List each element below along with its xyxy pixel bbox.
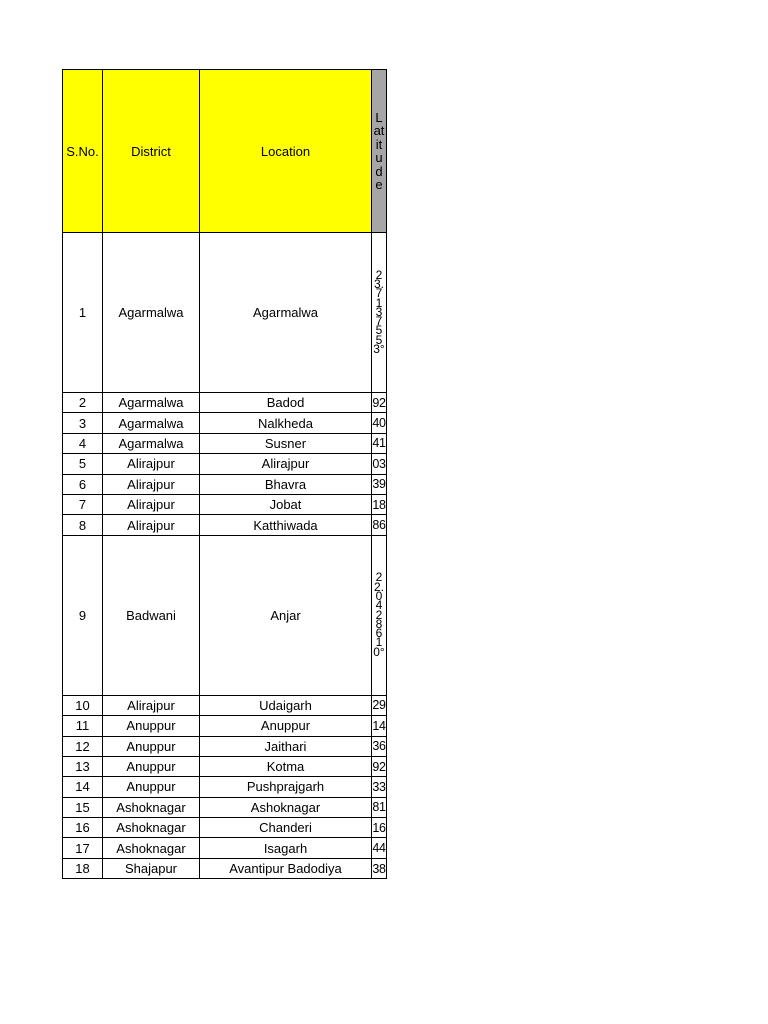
cell-sno[interactable]: 6 bbox=[63, 474, 103, 494]
cell-district[interactable]: Anuppur bbox=[103, 777, 200, 797]
cell-latitude[interactable]: 16 bbox=[372, 818, 387, 838]
cell-sno[interactable]: 2 bbox=[63, 393, 103, 413]
table-row bbox=[63, 716, 387, 736]
cell-latitude[interactable]: 03 bbox=[372, 454, 387, 474]
cell-sno[interactable]: 15 bbox=[63, 797, 103, 817]
cell-district[interactable]: Anuppur bbox=[103, 736, 200, 756]
cell-location[interactable]: Udaigarh bbox=[200, 695, 372, 715]
cell-sno[interactable]: 18 bbox=[63, 858, 103, 878]
table-body bbox=[63, 233, 387, 879]
cell-district[interactable]: Alirajpur bbox=[103, 454, 200, 474]
cell-sno[interactable]: 16 bbox=[63, 818, 103, 838]
cell-district[interactable]: Ashoknagar bbox=[103, 797, 200, 817]
cell-district[interactable]: Agarmalwa bbox=[103, 233, 200, 393]
cell-district[interactable]: Anuppur bbox=[103, 716, 200, 736]
cell-latitude[interactable]: 44 bbox=[372, 838, 387, 858]
table-row bbox=[63, 433, 387, 453]
cell-district[interactable]: Badwani bbox=[103, 535, 200, 695]
cell-location[interactable]: Kotma bbox=[200, 756, 372, 776]
header-row bbox=[63, 70, 387, 233]
cell-sno[interactable]: 14 bbox=[63, 777, 103, 797]
cell-location[interactable]: Avantipur Badodiya bbox=[200, 858, 372, 878]
table-row bbox=[63, 695, 387, 715]
header-district[interactable]: District bbox=[103, 70, 200, 233]
cell-location[interactable]: Anjar bbox=[200, 535, 372, 695]
cell-sno[interactable]: 1 bbox=[63, 233, 103, 393]
cell-latitude[interactable]: 92 bbox=[372, 393, 387, 413]
cell-sno[interactable]: 10 bbox=[63, 695, 103, 715]
cell-location[interactable]: Chanderi bbox=[200, 818, 372, 838]
cell-district[interactable]: Shajapur bbox=[103, 858, 200, 878]
header-latitude[interactable] bbox=[372, 70, 387, 233]
cell-location[interactable]: Isagarh bbox=[200, 838, 372, 858]
cell-latitude[interactable]: 40 bbox=[372, 413, 387, 433]
table-row bbox=[63, 818, 387, 838]
table-row bbox=[63, 858, 387, 878]
cell-sno[interactable]: 3 bbox=[63, 413, 103, 433]
table-row bbox=[63, 454, 387, 474]
cell-latitude[interactable]: 38 bbox=[372, 858, 387, 878]
cell-latitude[interactable]: 18 bbox=[372, 494, 387, 514]
cell-latitude[interactable]: 39 bbox=[372, 474, 387, 494]
table-row bbox=[63, 413, 387, 433]
cell-district[interactable]: Ashoknagar bbox=[103, 838, 200, 858]
cell-district[interactable]: Alirajpur bbox=[103, 474, 200, 494]
table-row bbox=[63, 535, 387, 695]
cell-sno[interactable]: 12 bbox=[63, 736, 103, 756]
cell-district[interactable]: Anuppur bbox=[103, 756, 200, 776]
cell-sno[interactable]: 11 bbox=[63, 716, 103, 736]
cell-location[interactable]: Nalkheda bbox=[200, 413, 372, 433]
header-latitude-text: Latitude bbox=[373, 109, 385, 192]
cell-latitude[interactable]: 41 bbox=[372, 433, 387, 453]
cell-district[interactable]: Alirajpur bbox=[103, 695, 200, 715]
table-row bbox=[63, 494, 387, 514]
cell-location[interactable]: Badod bbox=[200, 393, 372, 413]
table-row bbox=[63, 393, 387, 413]
table-row bbox=[63, 756, 387, 776]
table-row bbox=[63, 515, 387, 535]
cell-location[interactable]: Alirajpur bbox=[200, 454, 372, 474]
cell-sno[interactable]: 9 bbox=[63, 535, 103, 695]
locations-table bbox=[62, 69, 387, 879]
cell-district[interactable]: Alirajpur bbox=[103, 494, 200, 514]
cell-latitude[interactable]: 33 bbox=[372, 777, 387, 797]
table-row bbox=[63, 474, 387, 494]
cell-latitude[interactable]: 81 bbox=[372, 797, 387, 817]
cell-latitude[interactable]: 14 bbox=[372, 716, 387, 736]
cell-district[interactable]: Alirajpur bbox=[103, 515, 200, 535]
table-row bbox=[63, 777, 387, 797]
table-row bbox=[63, 233, 387, 393]
cell-latitude[interactable]: 36 bbox=[372, 736, 387, 756]
cell-location[interactable]: Jaithari bbox=[200, 736, 372, 756]
header-location[interactable]: Location bbox=[200, 70, 372, 233]
cell-sno[interactable]: 17 bbox=[63, 838, 103, 858]
cell-sno[interactable]: 7 bbox=[63, 494, 103, 514]
cell-district[interactable]: Ashoknagar bbox=[103, 818, 200, 838]
cell-latitude[interactable] bbox=[372, 233, 387, 393]
cell-sno[interactable]: 4 bbox=[63, 433, 103, 453]
table-row bbox=[63, 838, 387, 858]
table-row bbox=[63, 797, 387, 817]
cell-sno[interactable]: 13 bbox=[63, 756, 103, 776]
cell-sno[interactable]: 8 bbox=[63, 515, 103, 535]
cell-latitude[interactable]: 29 bbox=[372, 695, 387, 715]
cell-location[interactable]: Anuppur bbox=[200, 716, 372, 736]
header-sno[interactable]: S.No. bbox=[63, 70, 103, 233]
cell-location[interactable]: Katthiwada bbox=[200, 515, 372, 535]
cell-district[interactable]: Agarmalwa bbox=[103, 393, 200, 413]
cell-latitude-text: 22.0428610° bbox=[373, 570, 385, 659]
cell-latitude[interactable]: 86 bbox=[372, 515, 387, 535]
cell-sno[interactable]: 5 bbox=[63, 454, 103, 474]
cell-latitude[interactable]: 92 bbox=[372, 756, 387, 776]
cell-location[interactable]: Bhavra bbox=[200, 474, 372, 494]
cell-latitude[interactable] bbox=[372, 535, 387, 695]
cell-district[interactable]: Agarmalwa bbox=[103, 413, 200, 433]
cell-location[interactable]: Susner bbox=[200, 433, 372, 453]
cell-location[interactable]: Pushprajgarh bbox=[200, 777, 372, 797]
cell-location[interactable]: Jobat bbox=[200, 494, 372, 514]
cell-district[interactable]: Agarmalwa bbox=[103, 433, 200, 453]
table-row bbox=[63, 736, 387, 756]
cell-location[interactable]: Agarmalwa bbox=[200, 233, 372, 393]
cell-location[interactable]: Ashoknagar bbox=[200, 797, 372, 817]
cell-latitude-text: 23.7137553° bbox=[373, 267, 385, 357]
